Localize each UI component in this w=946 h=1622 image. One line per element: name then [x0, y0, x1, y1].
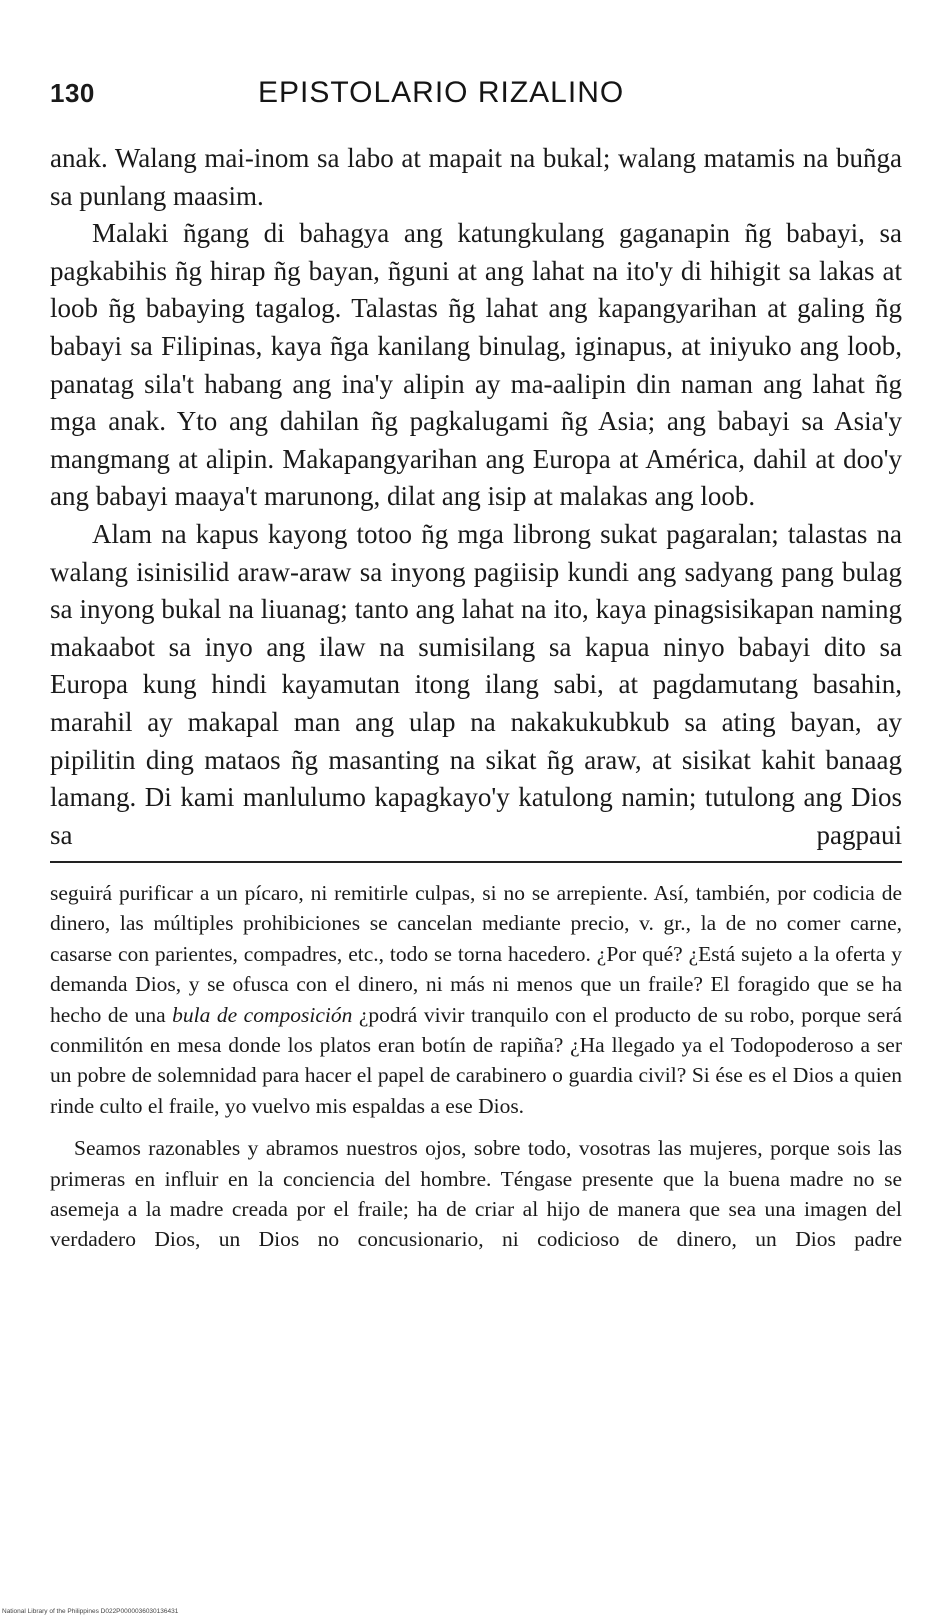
running-header — [50, 78, 900, 118]
body-paragraph: anak. Walang mai-inom sa labo at mapait na bukal; walang matamis na buñga sa punlang maasim. — [50, 143, 902, 211]
main-text — [50, 140, 902, 854]
footnote-text-b: ¿podrá vivir tranquilo con el producto de su robo, porque será conmilitón en mesa donde los platos eran botín de rapiña? ¿Ha llegado ya el Todopoderoso a ser un pobre de solemnidad para hacer el papel de carabinero o guardia civil? Si ése es el Dios a quien rinde culto el fraile, yo vuelvo mis espaldas a ese Dios. — [50, 1002, 903, 1118]
footnote-paragraph: Seamos razonables y abramos nuestros ojos, sobre todo, vosotras las mujeres, porque sois las primeras en influir en la conciencia del hombre. Téngase presente que la buena madre no se asemeja a la madre creada por el fraile; ha de criar al hijo de manera que sea una imagen del verdadero Dios, un Dios no concusionario, ni codicioso de dinero, un Dios padre — [50, 1136, 902, 1252]
footnote-paragraph — [50, 878, 902, 1121]
body-paragraph: Alam na kapus kayong totoo ñg mga librong sukat pagaralan; talastas na walang isinisilid araw-araw sa inyong pagiisip kundi ang sadyang pang bulag sa inyong bukal na liuanag; tanto ang lahat na ito, kaya pinagsisikapan naming makaabot sa inyo ang ilaw na sumisilang sa kapua ninyo babayi dito sa Europa kung hindi kayamutan itong ilang sabi, at pagdamutang basahin, marahil ay makapal man ang ulap na nakakukubkub sa ating bayan, ay pipilitin ding mataos ñg masanting na sikat ñg araw, at sisikat kahit banaag lamang. Di kami manlulumo kapagkayo'y katulong namin; tutulong ang Dios sa pagpaui — [50, 518, 902, 850]
footnote-text-a: seguirá purificar a un pícaro, ni remitirle culpas, si no se arrepiente. Así, también, por codicia de dinero, las múltiples prohibiciones se cancelan mediante precio, v. gr., la de no comer carne, casarse con parientes, compadres, etc., todo se torna hacedero. ¿Por qué? ¿Está sujeto a la oferta y demanda Dios, y se ofusca con el dinero, ni más ni menos que un fraile? El foragido que se ha hecho de una — [50, 881, 902, 1027]
scan-watermark: National Library of the Philippines D022P0000036030136431 — [2, 1608, 179, 1615]
body-paragraph: Malaki ñgang di bahagya ang katungkulang gaganapin ñg babayi, sa pagkabihis ñg hirap ñg bayan, ñguni at ang lahat na ito'y di hihigit sa lakas at loob ñg babaying tagalog. Talastas ñg lahat ang kapangyarihan at galing ñg babayi sa Filipinas, kaya ñga kanilang binulag, iginapus, at iniyuko ang loob, panatag sila't habang ang ina'y alipin ay ma-aalipin din naman ang lahat ñg mga anak. Yto ang dahilan ñg pagkalugami ñg Asia; ang babayi sa Asia'y mangmang at alipin. Makapangyarihan ang Europa at América, dahil at doo'y ang babayi maaya't marunong, dilat ang isip at malakas ang loob. — [50, 218, 902, 512]
footnote-text — [50, 878, 902, 1255]
page-number: 130 — [50, 78, 95, 108]
footnote-italic-title: bula de composición — [172, 1002, 353, 1027]
running-title: EPISTOLARIO RIZALINO — [258, 76, 625, 109]
footnote-divider — [50, 861, 902, 863]
